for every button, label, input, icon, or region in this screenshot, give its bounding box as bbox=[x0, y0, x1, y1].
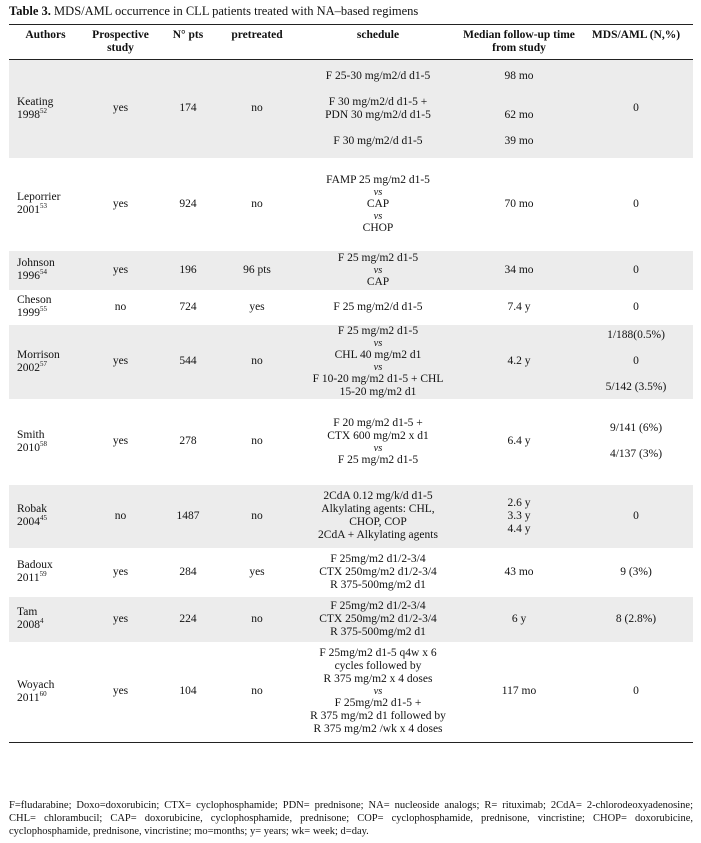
prospective-cell: yes bbox=[112, 435, 129, 447]
schedule-line: R 375-500mg/m2 d1 bbox=[330, 578, 426, 591]
followup-cell bbox=[459, 399, 579, 485]
npts-cell: 284 bbox=[179, 565, 197, 578]
author-name: Johnson bbox=[17, 257, 55, 269]
pretreated-cell: no bbox=[217, 485, 297, 548]
header-pretreated: pretreated bbox=[217, 25, 297, 60]
schedule-cell bbox=[297, 290, 459, 325]
reference-number: 60 bbox=[39, 689, 47, 698]
followup-cell bbox=[459, 485, 579, 548]
pretreated-cell: no bbox=[251, 197, 263, 210]
followup-cell bbox=[459, 548, 579, 597]
followup-cell bbox=[459, 325, 579, 399]
mdsaml-value: 5/142 (3.5%) bbox=[605, 381, 667, 393]
npts-cell: 278 bbox=[179, 435, 197, 447]
mdsaml-cell bbox=[579, 251, 693, 290]
mdsaml-value: 1/188(0.5%) bbox=[607, 329, 665, 341]
schedule-line: F 20 mg/m2 d1-5 + bbox=[333, 416, 423, 429]
schedule-line: cycles followed by bbox=[334, 660, 422, 673]
header-prospective: Prospective study bbox=[82, 25, 159, 60]
year-text: 2010 bbox=[17, 441, 40, 454]
mdsaml-cell bbox=[579, 485, 693, 548]
author-name: Keating bbox=[17, 95, 54, 108]
schedule-line: CHL 40 mg/m2 d1 bbox=[334, 348, 422, 361]
schedule-line: F 25mg/m2 d1-5 + bbox=[334, 697, 422, 710]
pretreated-cell: no bbox=[217, 60, 297, 158]
table-row bbox=[9, 60, 693, 158]
mdsaml-value: 0 bbox=[633, 300, 639, 313]
schedule-line: F 30 mg/m2/d d1-5 + bbox=[328, 95, 428, 108]
followup-value: 43 mo bbox=[504, 565, 534, 578]
author-name: Badoux bbox=[17, 559, 53, 571]
followup-value: 7.4 y bbox=[507, 300, 531, 313]
year-text: 2011 bbox=[17, 691, 40, 704]
schedule-line: R 375 mg/m2 d1 followed by bbox=[310, 710, 446, 723]
reference-number: 58 bbox=[40, 439, 47, 448]
prospective-cell: yes bbox=[82, 60, 159, 158]
table-row bbox=[9, 485, 693, 548]
schedule-line: 2CdA 0.12 mg/k/d d1-5 bbox=[323, 490, 433, 502]
schedule-line: CAP bbox=[366, 275, 390, 288]
schedule-line: CHOP bbox=[362, 221, 394, 234]
followup-value bbox=[461, 122, 577, 135]
schedule-line: CTX 600 mg/m2 x d1 bbox=[327, 429, 429, 442]
reference-number: 45 bbox=[40, 514, 47, 523]
table-row bbox=[9, 158, 693, 251]
schedule-cell bbox=[297, 251, 459, 290]
author-year bbox=[17, 307, 80, 320]
author-cell bbox=[9, 485, 82, 548]
schedule-line: CTX 250mg/m2 d1/2-3/4 bbox=[319, 565, 437, 578]
schedule-line: F 25 mg/m2 d1-5 bbox=[337, 453, 419, 466]
schedule-line: PDN 30 mg/m2/d d1-5 bbox=[325, 108, 431, 121]
followup-cell bbox=[459, 642, 579, 743]
schedule-cell bbox=[297, 597, 459, 642]
author-cell bbox=[9, 251, 82, 290]
mdsaml-cell bbox=[579, 290, 693, 325]
schedule-cell bbox=[297, 60, 459, 158]
year-text: 2004 bbox=[17, 516, 40, 528]
author-cell bbox=[9, 158, 82, 251]
prospective-cell: yes bbox=[82, 251, 159, 290]
schedule-line bbox=[299, 122, 457, 135]
table-footnote: F=fludarabine; Doxo=doxorubicin; CTX= cyclophosphamide; PDN= prednisone; NA= nucleoside analogs; R= rituximab; 2CdA= 2-chlorodeoxyadenosine; CHL= chlorambucil; CAP= doxorubicine, cyclophosphamide, prednisone; COP= cyclophosphamide, prednisone, vincristine; CHOP= doxorubicine, cyclophosphamide, prednisone, vincristine; mo=months; y= years; wk= week; d=day. bbox=[9, 800, 693, 837]
table-row bbox=[9, 325, 693, 399]
schedule-line: F 25 mg/m2 d1-5 bbox=[337, 251, 419, 264]
year-text: 1999 bbox=[17, 307, 40, 319]
header-schedule: schedule bbox=[297, 25, 459, 60]
followup-value: 117 mo bbox=[501, 685, 537, 698]
header-row bbox=[9, 25, 693, 60]
mdsaml-cell bbox=[579, 548, 693, 597]
author-name: Cheson bbox=[17, 294, 52, 306]
author-year bbox=[17, 516, 80, 529]
author-year bbox=[17, 106, 80, 122]
followup-value: 39 mo bbox=[504, 134, 534, 147]
mdsaml-cell bbox=[579, 325, 693, 399]
author-year bbox=[17, 204, 80, 217]
followup-cell bbox=[459, 290, 579, 325]
table-row bbox=[9, 290, 693, 325]
header-authors: Authors bbox=[9, 25, 82, 60]
schedule-line: F 30 mg/m2/d d1-5 bbox=[333, 134, 423, 147]
author-year bbox=[17, 439, 80, 455]
schedule-line: R 375 mg/m2 /wk x 4 doses bbox=[313, 723, 443, 736]
reference-number: 52 bbox=[40, 106, 47, 115]
mdsaml-cell bbox=[579, 60, 693, 158]
author-cell bbox=[9, 597, 82, 642]
mdsaml-cell bbox=[579, 597, 693, 642]
mdsaml-cell bbox=[579, 399, 693, 485]
followup-value: 62 mo bbox=[504, 108, 534, 121]
author-cell bbox=[9, 60, 82, 158]
schedule-cell bbox=[297, 399, 459, 485]
table-row bbox=[9, 642, 693, 743]
author-name: Tam bbox=[17, 606, 38, 618]
versus-label: vs bbox=[373, 210, 383, 222]
mdsaml-value: 0 bbox=[633, 355, 639, 367]
author-name: Morrison bbox=[17, 348, 60, 361]
table-row bbox=[9, 597, 693, 642]
mdsaml-value: 4/137 (3%) bbox=[609, 448, 663, 460]
reference-number: 4 bbox=[40, 617, 44, 626]
pretreated-cell: 96 pts bbox=[217, 251, 297, 290]
year-text: 2011 bbox=[17, 572, 40, 584]
followup-value: 34 mo bbox=[504, 263, 534, 276]
reference-number: 57 bbox=[40, 359, 47, 368]
year-text: 1998 bbox=[17, 108, 40, 121]
mdsaml-value: 9/141 (6%) bbox=[609, 422, 663, 434]
pretreated-cell: yes bbox=[249, 565, 265, 578]
mdsaml-value: 8 (2.8%) bbox=[615, 612, 657, 625]
schedule-line: F 25mg/m2 d1/2-3/4 bbox=[330, 552, 426, 565]
author-cell bbox=[9, 290, 82, 325]
pretreated-cell: no bbox=[217, 325, 297, 399]
schedule-cell bbox=[297, 325, 459, 399]
mdsaml-value: 0 bbox=[633, 685, 639, 698]
author-cell bbox=[9, 399, 82, 485]
followup-value: 70 mo bbox=[504, 197, 534, 210]
npts-cell: 924 bbox=[179, 197, 197, 210]
table-caption bbox=[9, 4, 418, 19]
author-cell bbox=[9, 642, 82, 743]
results-table bbox=[9, 24, 693, 743]
year-text: 2002 bbox=[17, 361, 40, 374]
mdsaml-value: 0 bbox=[633, 263, 639, 276]
prospective-cell: yes bbox=[112, 197, 129, 210]
reference-number: 54 bbox=[40, 268, 47, 277]
followup-value: 4.2 y bbox=[507, 355, 531, 367]
npts-cell: 724 bbox=[179, 300, 197, 313]
reference-number: 55 bbox=[40, 305, 47, 314]
author-year bbox=[17, 689, 80, 705]
followup-cell bbox=[459, 60, 579, 158]
table-row bbox=[9, 399, 693, 485]
npts-cell: 174 bbox=[159, 60, 217, 158]
header-mdsaml: MDS/AML (N,%) bbox=[579, 25, 693, 60]
mdsaml-value bbox=[581, 342, 691, 355]
followup-value: 6 y bbox=[511, 612, 527, 625]
schedule-cell bbox=[297, 548, 459, 597]
mdsaml-value: 9 (3%) bbox=[620, 565, 652, 578]
npts-cell: 104 bbox=[159, 642, 217, 743]
header-followup: Median follow-up time from study bbox=[459, 25, 579, 60]
author-name: Woyach bbox=[17, 678, 55, 691]
schedule-line: F 25 mg/m2 d1-5 bbox=[337, 324, 419, 337]
npts-cell: 224 bbox=[159, 597, 217, 642]
year-text: 1996 bbox=[17, 270, 40, 282]
schedule-line: CTX 250mg/m2 d1/2-3/4 bbox=[319, 612, 437, 625]
followup-cell bbox=[459, 158, 579, 251]
npts-cell: 544 bbox=[159, 325, 217, 399]
versus-label: vs bbox=[373, 686, 383, 698]
pretreated-cell: no bbox=[217, 642, 297, 743]
mdsaml-value: 0 bbox=[633, 102, 639, 115]
author-cell bbox=[9, 548, 82, 597]
versus-label: vs bbox=[373, 337, 383, 349]
schedule-line: F 10-20 mg/m2 d1-5 + CHL bbox=[312, 372, 444, 385]
npts-cell: 1487 bbox=[159, 485, 217, 548]
schedule-cell bbox=[297, 642, 459, 743]
author-year bbox=[17, 619, 80, 632]
followup-value bbox=[461, 83, 577, 96]
schedule-line: R 375-500mg/m2 d1 bbox=[330, 625, 426, 638]
table-row bbox=[9, 548, 693, 597]
schedule-line: F 25 mg/m2/d d1-5 bbox=[333, 300, 423, 313]
schedule-line bbox=[299, 83, 457, 96]
followup-value: 2.6 y bbox=[507, 496, 531, 509]
followup-cell bbox=[459, 251, 579, 290]
schedule-line: FAMP 25 mg/m2 d1-5 bbox=[326, 173, 430, 186]
schedule-line: R 375 mg/m2 x 4 doses bbox=[323, 673, 433, 686]
pretreated-cell: no bbox=[217, 597, 297, 642]
schedule-line: CAP bbox=[366, 197, 390, 210]
author-name: Smith bbox=[17, 428, 45, 441]
schedule-cell bbox=[297, 158, 459, 251]
author-cell bbox=[9, 325, 82, 399]
followup-value: 98 mo bbox=[504, 69, 534, 82]
followup-value: 3.3 y bbox=[507, 509, 531, 522]
prospective-cell: yes bbox=[112, 565, 129, 578]
reference-number: 53 bbox=[40, 202, 47, 211]
author-name: Robak bbox=[17, 503, 48, 515]
pretreated-cell: yes bbox=[249, 300, 265, 313]
schedule-line: CHOP, COP bbox=[349, 516, 407, 528]
prospective-cell: yes bbox=[82, 597, 159, 642]
mdsaml-value: 0 bbox=[633, 509, 639, 522]
followup-value: 6.4 y bbox=[507, 435, 531, 447]
followup-value: 4.4 y bbox=[507, 522, 531, 535]
mdsaml-cell bbox=[579, 642, 693, 743]
table-label: Table 3. bbox=[9, 4, 51, 18]
versus-label: vs bbox=[373, 186, 383, 198]
followup-value bbox=[461, 96, 577, 109]
schedule-cell bbox=[297, 485, 459, 548]
mdsaml-cell bbox=[579, 158, 693, 251]
prospective-cell: no bbox=[82, 485, 159, 548]
prospective-cell: yes bbox=[82, 642, 159, 743]
mdsaml-value bbox=[581, 368, 691, 381]
schedule-line: F 25-30 mg/m2/d d1-5 bbox=[325, 69, 431, 82]
prospective-cell: no bbox=[114, 300, 127, 313]
versus-label: vs bbox=[373, 442, 383, 454]
table-row bbox=[9, 251, 693, 290]
year-text: 2008 bbox=[17, 619, 40, 631]
schedule-line: Alkylating agents: CHL, bbox=[321, 503, 435, 515]
followup-cell bbox=[459, 597, 579, 642]
reference-number: 59 bbox=[39, 570, 47, 579]
prospective-cell: yes bbox=[82, 325, 159, 399]
npts-cell: 196 bbox=[159, 251, 217, 290]
mdsaml-value bbox=[581, 435, 691, 448]
table-title: MDS/AML occurrence in CLL patients treated with NA–based regimens bbox=[50, 4, 419, 18]
versus-label: vs bbox=[373, 361, 383, 373]
schedule-line: F 25mg/m2 d1-5 q4w x 6 bbox=[319, 647, 437, 660]
schedule-line: 2CdA + Alkylating agents bbox=[318, 529, 438, 541]
header-npts: N° pts bbox=[159, 25, 217, 60]
mdsaml-value: 0 bbox=[633, 197, 639, 210]
schedule-line: 15-20 mg/m2 d1 bbox=[339, 385, 417, 398]
year-text: 2001 bbox=[17, 204, 40, 216]
author-year bbox=[17, 359, 80, 375]
author-year bbox=[17, 572, 80, 585]
author-year bbox=[17, 270, 80, 283]
author-name: Leporrier bbox=[17, 191, 61, 203]
schedule-line: F 25mg/m2 d1/2-3/4 bbox=[330, 599, 426, 612]
versus-label: vs bbox=[373, 264, 383, 276]
pretreated-cell: no bbox=[251, 435, 263, 447]
